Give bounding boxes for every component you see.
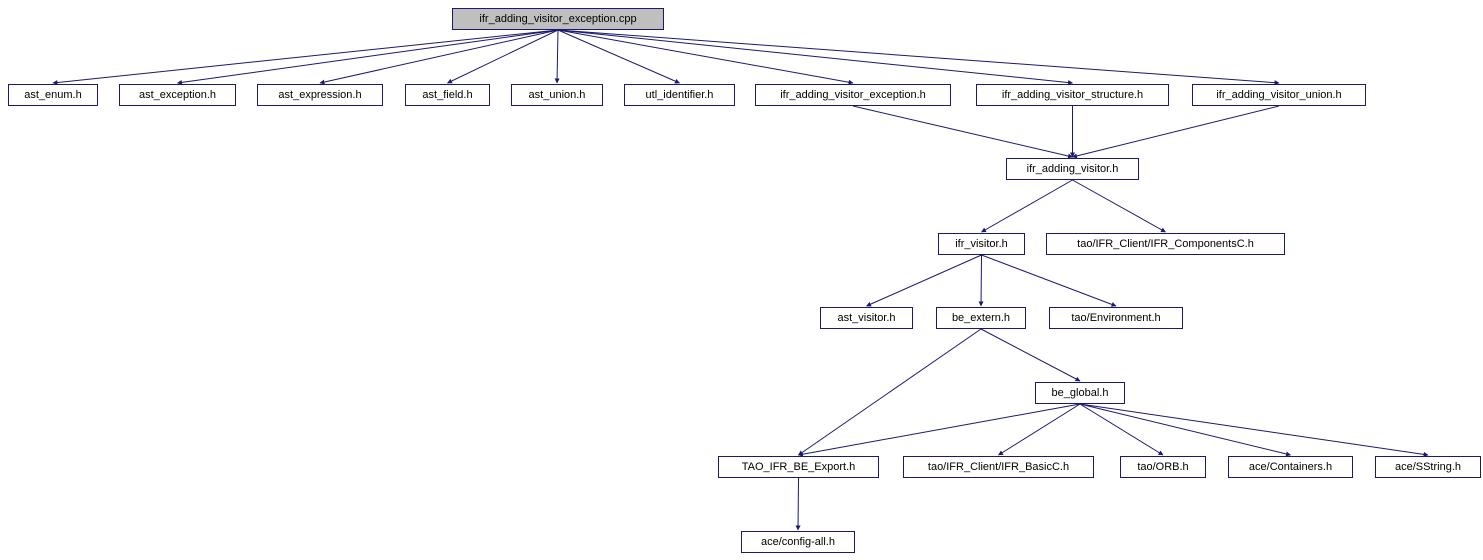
graph-node-ast_enum[interactable]: ast_enum.h — [8, 84, 98, 106]
graph-edge-be_extern-to-be_global — [981, 329, 1080, 381]
graph-edge-root-to-ast_enum — [53, 30, 558, 83]
graph-node-tao_env[interactable]: tao/Environment.h — [1049, 307, 1183, 329]
graph-edge-be_global-to-ifr_basic — [999, 404, 1081, 455]
graph-edge-ifr_visitor-to-be_extern — [981, 255, 982, 306]
graph-edge-be_global-to-ace_sstring — [1080, 404, 1428, 455]
graph-node-ast_union[interactable]: ast_union.h — [511, 84, 603, 106]
graph-node-ast_visitor[interactable]: ast_visitor.h — [820, 307, 913, 329]
graph-edge-root-to-iavs_h — [558, 30, 1073, 83]
graph-edge-root-to-utl_ident — [558, 30, 680, 83]
graph-edge-root-to-ast_exc — [178, 30, 559, 83]
graph-edge-be_global-to-ace_cont — [1080, 404, 1291, 455]
graph-node-ast_field[interactable]: ast_field.h — [405, 84, 490, 106]
graph-edge-root-to-iavu_h — [558, 30, 1279, 83]
graph-edge-iave_h-to-iav_h — [853, 106, 1073, 157]
graph-node-ifr_comp[interactable]: tao/IFR_Client/IFR_ComponentsC.h — [1046, 233, 1285, 255]
graph-node-ast_exc[interactable]: ast_exception.h — [119, 84, 236, 106]
graph-node-ace_config[interactable]: ace/config-all.h — [741, 531, 855, 553]
graph-node-ifr_basic[interactable]: tao/IFR_Client/IFR_BasicC.h — [903, 456, 1094, 478]
graph-edge-iav_h-to-ifr_visitor — [982, 180, 1073, 232]
graph-edge-iavu_h-to-iav_h — [1073, 106, 1280, 157]
graph-node-be_extern[interactable]: be_extern.h — [936, 307, 1026, 329]
graph-edge-be_global-to-tao_orb — [1080, 404, 1163, 455]
graph-edge-root-to-ast_expr — [320, 30, 558, 83]
graph-node-be_global[interactable]: be_global.h — [1035, 382, 1125, 404]
graph-node-ace_sstring[interactable]: ace/SString.h — [1375, 456, 1481, 478]
graph-node-utl_ident[interactable]: utl_identifier.h — [624, 84, 735, 106]
graph-edge-be_extern-to-tao_export — [799, 329, 982, 455]
graph-edge-be_global-to-tao_export — [799, 404, 1081, 455]
graph-node-ace_cont[interactable]: ace/Containers.h — [1228, 456, 1353, 478]
graph-node-root[interactable]: ifr_adding_visitor_exception.cpp — [452, 8, 664, 30]
graph-edge-tao_export-to-ace_config — [798, 478, 799, 530]
graph-node-iavu_h[interactable]: ifr_adding_visitor_union.h — [1192, 84, 1366, 106]
graph-node-tao_orb[interactable]: tao/ORB.h — [1120, 456, 1206, 478]
graph-node-iav_h[interactable]: ifr_adding_visitor.h — [1006, 158, 1139, 180]
graph-edge-ifr_visitor-to-tao_env — [982, 255, 1117, 306]
graph-node-ast_expr[interactable]: ast_expression.h — [257, 84, 383, 106]
graph-edge-ifr_visitor-to-ast_visitor — [867, 255, 982, 306]
graph-node-iavs_h[interactable]: ifr_adding_visitor_structure.h — [976, 84, 1169, 106]
graph-node-iave_h[interactable]: ifr_adding_visitor_exception.h — [755, 84, 951, 106]
graph-node-ifr_visitor[interactable]: ifr_visitor.h — [938, 233, 1025, 255]
graph-edge-root-to-ast_union — [557, 30, 558, 83]
graph-edge-iav_h-to-ifr_comp — [1073, 180, 1166, 232]
graph-edge-root-to-iave_h — [558, 30, 853, 83]
graph-node-tao_export[interactable]: TAO_IFR_BE_Export.h — [718, 456, 879, 478]
graph-edge-root-to-ast_field — [448, 30, 559, 83]
